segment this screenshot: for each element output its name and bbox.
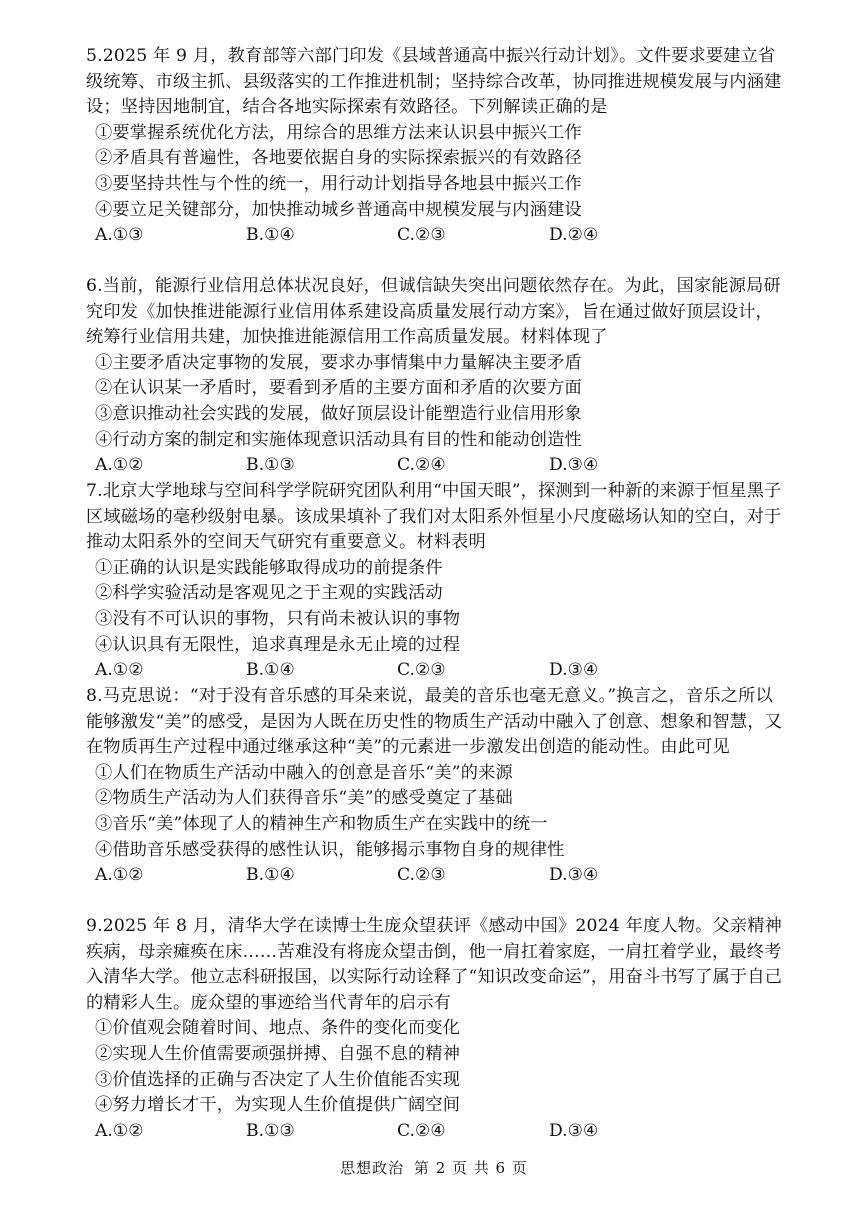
statement-4: ④努力增长才干，为实现人生价值提供广阔空间: [95, 1095, 461, 1116]
statement-1: ①人们在物质生产活动中融入的创意是音乐“美”的来源: [95, 762, 513, 783]
statement-1: ①价值观会随着时间、地点、条件的变化而变化: [95, 1018, 461, 1039]
question-6: [86, 274, 786, 479]
question-5: [86, 44, 786, 249]
statement-4: ④要立足关键部分，加快推动城乡普通高中规模发展与内涵建设: [95, 199, 582, 220]
option-b[interactable]: B.①④: [246, 660, 295, 681]
statement-3: ③音乐“美”体现了人的精神生产和物质生产在实践中的统一: [95, 813, 548, 834]
statement-3: ③没有不可认识的事物，只有尚未被认识的事物: [95, 608, 461, 629]
option-a[interactable]: A.①③: [95, 225, 144, 246]
question-9: [86, 914, 786, 1144]
answer-options: [86, 1119, 786, 1145]
option-b[interactable]: B.①③: [246, 455, 295, 476]
subject-label: 思想政治: [340, 1159, 405, 1177]
option-d[interactable]: D.③④: [549, 865, 599, 886]
option-a[interactable]: A.①②: [95, 1120, 144, 1141]
page-number: 第 2 页 共 6 页: [413, 1159, 528, 1177]
option-b[interactable]: B.①④: [246, 225, 295, 246]
option-d[interactable]: D.③④: [549, 660, 599, 681]
statement-3: ③意识推动社会实践的发展，做好顶层设计能塑造行业信用形象: [95, 403, 582, 424]
question-stem: 8.马克思说：“对于没有音乐感的耳朵来说，最美的音乐也毫无意义。”换言之，音乐之所以能够激发“美”的感受，是因为人既在历史性的物质生产活动中融入了创意、想象和智慧，又在物质再生产过程中通过继承这种“美”的元素进一步激发出创造的能动性。由此可见: [86, 686, 783, 758]
option-a[interactable]: A.①②: [95, 455, 144, 476]
statement-2: ②实现人生价值需要顽强拼搏、自强不息的精神: [95, 1043, 461, 1064]
statement-2: ②科学实验活动是客观见之于主观的实践活动: [95, 583, 443, 604]
question-stem: 7.北京大学地球与空间科学学院研究团队利用“中国天眼”，探测到一种新的来源于恒星黑子区域磁场的毫秒级射电暴。该成果填补了我们对太阳系外恒星小尺度磁场认知的空白，对于推动太阳系外的空间天气研究有重要意义。材料表明: [86, 481, 782, 553]
option-d[interactable]: D.③④: [549, 455, 599, 476]
statement-1: ①正确的认识是实践能够取得成功的前提条件: [95, 557, 443, 578]
statement-2: ②物质生产活动为人们获得音乐“美”的感受奠定了基础: [95, 788, 513, 809]
option-b[interactable]: B.①③: [246, 1120, 295, 1141]
answer-options: [86, 863, 786, 889]
option-c[interactable]: C.②④: [397, 1120, 446, 1141]
statement-3: ③价值选择的正确与否决定了人生价值能否实现: [95, 1069, 461, 1090]
statement-3: ③要坚持共性与个性的统一，用行动计划指导各地县中振兴工作: [95, 173, 582, 194]
question-stem: 6.当前，能源行业信用总体状况良好，但诚信缺失突出问题依然存在。为此，国家能源局研究印发《加快推进能源行业信用体系建设高质量发展行动方案》，旨在通过做好顶层设计，统筹行业信用共建，加快推进能源信用工作高质量发展。材料体现了: [86, 276, 781, 348]
question-stem: 9.2025 年 8 月，清华大学在读博士生庞众望获评《感动中国》2024 年度人物。父亲精神疾病，母亲瘫痪在床……苦难没有将庞众望击倒，他一肩扛着家庭，一肩扛着学业，最终考入清华大学。他立志科研报国，以实际行动诠释了“知识改变命运”，用奋斗书写了属于自己的精彩人生。庞众望的事迹给当代青年的启示有: [86, 916, 783, 1013]
option-d[interactable]: D.②④: [549, 225, 599, 246]
answer-options: [86, 453, 786, 479]
answer-options: [86, 658, 786, 684]
statement-1: ①主要矛盾决定事物的发展，要求办事情集中力量解决主要矛盾: [95, 352, 582, 373]
option-a[interactable]: A.①②: [95, 865, 144, 886]
question-8: [86, 684, 786, 889]
answer-options: [86, 223, 786, 249]
statement-2: ②在认识某一矛盾时，要看到矛盾的主要方面和矛盾的次要方面: [95, 378, 582, 399]
option-c[interactable]: C.②③: [397, 865, 446, 886]
statement-4: ④借助音乐感受获得的感性认识，能够揭示事物自身的规律性: [95, 839, 565, 860]
option-c[interactable]: C.②③: [397, 225, 446, 246]
option-c[interactable]: C.②④: [397, 455, 446, 476]
statement-4: ④行动方案的制定和实施体现意识活动具有目的性和能动创造性: [95, 429, 582, 450]
statement-2: ②矛盾具有普遍性，各地要依据自身的实际探索振兴的有效路径: [95, 148, 582, 169]
option-c[interactable]: C.②③: [397, 660, 446, 681]
question-7: [86, 479, 786, 684]
page-footer: [0, 1157, 868, 1178]
option-b[interactable]: B.①④: [246, 865, 295, 886]
option-a[interactable]: A.①②: [95, 660, 144, 681]
statement-1: ①要掌握系统优化方法，用综合的思维方法来认识县中振兴工作: [95, 122, 582, 143]
statement-4: ④认识具有无限性，追求真理是永无止境的过程: [95, 634, 461, 655]
question-stem: 5.2025 年 9 月，教育部等六部门印发《县域普通高中振兴行动计划》。文件要求要建立省级统筹、市级主抓、县级落实的工作推进机制；坚持综合改革，协同推进规模发展与内涵建设；坚持因地制宜，结合各地实际探索有效路径。下列解读正确的是: [86, 46, 782, 118]
option-d[interactable]: D.③④: [549, 1120, 599, 1141]
